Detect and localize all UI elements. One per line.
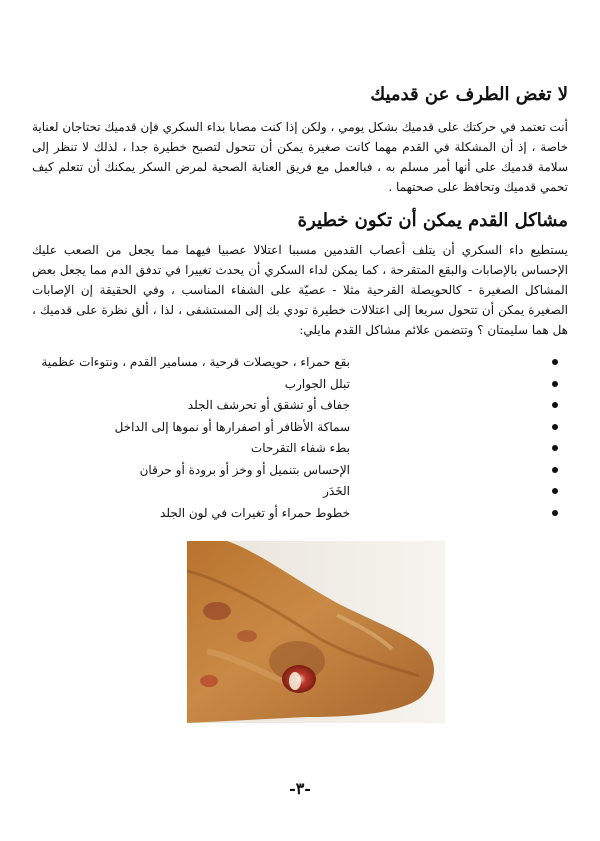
list-item	[41, 352, 558, 374]
list-item-text: الخَدَر	[323, 484, 350, 498]
list-item-text: بطء شفاء التقرحات	[250, 441, 350, 455]
list-item-text: الإحساس بتنميل أو وخز أو برودة أو حرقان	[139, 462, 350, 477]
list-item	[228, 481, 558, 503]
list-item	[139, 460, 558, 482]
bullet-icon	[552, 402, 558, 408]
foot-problems-paragraph: يستطيع داء السكري أن يتلف أعصاب القدمين مسببا اعتلالا عصبيا فيهما مما يجعل من الصعب عليك الإحساس بالإصابات والبقع المتقرحة ، كما يمكن لداء السكري أن يحدث تغييرا في تدفق الدم مما يجعل بعض المشاكل الصغيرة - كالحويصلة القرحية مثلا - عصيّة على الشفاء المناسب ، وفي الحقيقة إن الإصابات الصغيرة يمكن أن تتحول سريعا إلى اعتلالات خطيرة تودي بك إلى المستشفى ، لذا ، ألق نظرة على قدميك ، هل هما سليمتان ؟ وتتضمن علائم مشاكل القدم مايلي:	[32, 243, 568, 337]
bullet-icon	[552, 359, 558, 365]
list-item	[228, 438, 558, 460]
list-item	[187, 395, 558, 417]
bullet-icon	[552, 445, 558, 451]
list-item-text: بقع حمراء ، حويصلات قرحية ، مسامير القدم ، ونتوءات عظمية	[41, 355, 350, 369]
list-item	[228, 374, 558, 396]
list-item-text: جفاف أو تشقق أو تحرشف الجلد	[187, 398, 350, 412]
list-item-text: خطوط حمراء أو تغيرات في لون الجلد	[160, 505, 350, 520]
section-heading-foot-problems: مشاكل القدم يمكن أن تكون خطيرة	[297, 210, 568, 231]
bullet-icon	[552, 467, 558, 473]
bullet-icon	[552, 424, 558, 430]
list-item-text: سماكة الأظافر أو اصفرارها أو نموها إلى الداخل	[114, 419, 350, 434]
list-item-text: تبلل الجوارب	[284, 376, 350, 391]
symptoms-list	[41, 352, 558, 524]
bullet-icon	[552, 381, 558, 387]
page-number: -٣-	[289, 779, 311, 798]
intro-paragraph: أنت تعتمد في حركتك على قدميك بشكل يومي ، ولكن إذا كنت مصابا بداء السكري فإن قدميك تحتاجان لعناية خاصة ، إذ أن المشكلة في القدم مهما كانت صغيرة يمكن أن تتحول لتصبح خطيرة جدا ، لذلك لا تنظر إلى سلامة قدميك على أنها أمر مسلم به ، فبالعمل مع فريق العناية الصحية لمرض السكر يمكنك أن تتعلم كيف تحمي قدميك وتحافظ على صحتهما .	[32, 120, 568, 194]
bullet-icon	[552, 510, 558, 516]
section-heading-foot-care: لا تغض الطرف عن قدميك	[370, 84, 568, 105]
bullet-icon	[552, 488, 558, 494]
list-item	[160, 503, 558, 525]
foot-ulcer-photo	[187, 541, 445, 723]
list-item	[114, 417, 558, 439]
